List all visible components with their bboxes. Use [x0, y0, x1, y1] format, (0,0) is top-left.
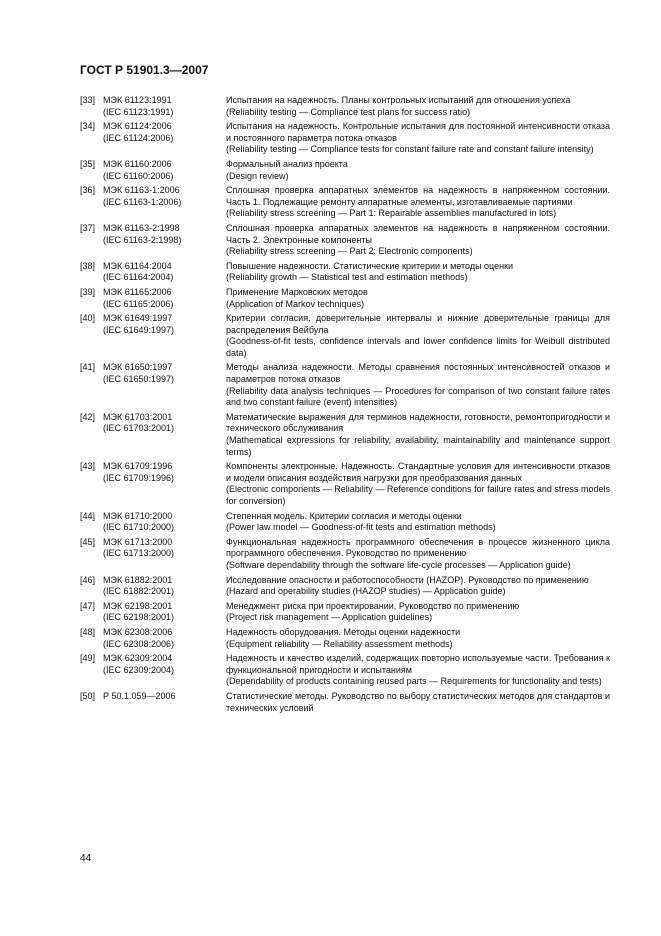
title-english: (Application of Markov techniques) — [226, 298, 365, 309]
standard-designation: МЭК 61164:2004 — [103, 260, 172, 271]
standard-designation: МЭК 61713:2000 — [103, 536, 173, 547]
title-english: (Electronic components — Reliability — Reference conditions for failure rates and stress models for conversion) — [226, 484, 610, 506]
reference-title — [226, 601, 610, 624]
page-number: 44 — [80, 853, 92, 864]
standard-designation: МЭК 62198:2001 — [103, 600, 173, 611]
title-russian: Критерии согласия, доверительные интервалы и нижние доверительные границы для распределения Вейбула — [226, 313, 610, 335]
reference-title — [226, 261, 610, 284]
reference-title — [226, 185, 610, 220]
standard-designation: МЭК 61710:2000 — [103, 510, 173, 521]
reference-title — [226, 511, 610, 534]
title-english: (Equipment reliability — Reliability assessment methods) — [226, 638, 453, 649]
reference-document-id — [103, 95, 223, 118]
reference-title — [226, 653, 610, 688]
title-english: (Reliability stress screening — Part 2: Electronic components) — [226, 246, 473, 257]
title-english: (Reliability data analysis techniques — Procedures for comparison of two constant failure rates and two constant failure (event) intensities) — [226, 385, 610, 408]
reference-number: [49] — [80, 653, 96, 664]
standard-designation: МЭК 62309:2004 — [103, 653, 173, 664]
reference-title — [226, 95, 610, 118]
iec-designation: (IEC 62198:2001) — [103, 612, 175, 623]
reference-number: [39] — [80, 286, 96, 297]
reference-document-id — [103, 185, 223, 208]
standard-designation: МЭК 61163-1:2006 — [103, 185, 180, 196]
title-russian: Надежность и качество изделий, содержащих повторно используемые части. Требования к функциональной пригодности и испытаниям — [226, 653, 610, 675]
standard-designation: МЭК 61165:2006 — [103, 286, 172, 297]
standard-designation: МЭК 61703:2001 — [103, 411, 173, 422]
reference-entry — [80, 412, 610, 458]
reference-number: [45] — [80, 536, 96, 547]
reference-title — [226, 461, 610, 507]
reference-number: [38] — [80, 260, 96, 271]
reference-entry — [80, 691, 610, 714]
reference-document-id — [103, 159, 223, 182]
reference-entry — [80, 121, 610, 156]
title-russian: Применение Марковских методов — [226, 286, 368, 297]
title-russian: Повышение надежности. Статистические критерии и методы оценки — [226, 260, 514, 271]
reference-document-id — [103, 653, 223, 676]
standard-designation: МЭК 61882:2001 — [103, 574, 173, 585]
reference-entry — [80, 95, 610, 118]
iec-designation: (IEC 61710:2000) — [103, 522, 175, 533]
title-russian: Степенная модель. Критерии согласия и методы оценки — [226, 510, 462, 521]
reference-entry — [80, 185, 610, 220]
reference-number: [48] — [80, 626, 96, 637]
reference-number: [47] — [80, 600, 96, 611]
reference-number: [43] — [80, 461, 96, 472]
reference-document-id — [103, 691, 223, 703]
document-header: ГОСТ Р 51901.3—2007 — [80, 63, 209, 77]
reference-title — [226, 691, 610, 714]
title-russian: Испытания на надежность. Планы контрольных испытаний для отношения успеха — [226, 95, 571, 105]
iec-designation: (IEC 61160:2006) — [103, 170, 174, 181]
reference-title — [226, 287, 610, 310]
iec-designation: (IEC 61124:2006) — [103, 132, 174, 143]
reference-entry — [80, 287, 610, 310]
title-russian: Надежность оборудования. Методы оценки надежности — [226, 626, 461, 637]
reference-title — [226, 313, 610, 359]
reference-number: [35] — [80, 158, 96, 169]
title-russian: Математические выражения для терминов надежности, готовности, ремонтопригодности и технического обслуживания — [226, 411, 610, 434]
reference-document-id — [103, 223, 223, 246]
reference-entry — [80, 159, 610, 182]
reference-number: [44] — [80, 510, 96, 521]
reference-title — [226, 627, 610, 650]
iec-designation: (IEC 61163-1:2006) — [103, 196, 182, 207]
reference-number: [37] — [80, 222, 96, 233]
title-english: (Hazard and operability studies (HAZOP studies) — Application guide) — [226, 586, 506, 597]
reference-title — [226, 537, 610, 572]
title-russian: Статистические методы. Руководство по выбору статистических методов для стандартов и технических условий — [226, 690, 610, 713]
reference-title — [226, 159, 610, 182]
title-russian: Менеджмент риска при проектировании. Руководство по применению — [226, 600, 520, 611]
title-russian: Сплошная проверка аппаратных элементов на надежность в напряженном состоянии. Часть 2. Электронные компоненты — [226, 222, 610, 245]
title-english: (Design review) — [226, 170, 289, 181]
title-english: (Reliability testing — Compliance test plans for success ratio) — [226, 106, 471, 117]
standard-designation: Р 50.1.059—2006 — [103, 690, 176, 701]
iec-designation: (IEC 61123:1991) — [103, 106, 174, 117]
iec-designation: (IEC 61713:2000) — [103, 548, 175, 559]
reference-entry — [80, 223, 610, 258]
reference-number: [34] — [80, 121, 96, 132]
iec-designation: (IEC 61650:1997) — [103, 374, 175, 385]
standard-designation: МЭК 61123:1991 — [103, 95, 172, 105]
reference-document-id — [103, 627, 223, 650]
title-english: (Power law model — Goodness-of-fit tests and estimation methods) — [226, 522, 496, 533]
standard-designation: МЭК 61160:2006 — [103, 158, 172, 169]
standard-designation: МЭК 61709:1996 — [103, 461, 173, 472]
standard-designation: МЭК 61163-2:1998 — [103, 222, 180, 233]
title-english: (Software dependability through the software life-cycle processes — Application guide) — [226, 559, 571, 570]
reference-entry — [80, 575, 610, 598]
reference-document-id — [103, 287, 223, 310]
title-english: (Reliability growth — Statistical test and estimation methods) — [226, 272, 468, 283]
reference-number: [40] — [80, 313, 96, 324]
standard-designation: МЭК 61650:1997 — [103, 362, 173, 373]
title-english: (Project risk management — Application guidelines) — [226, 612, 433, 623]
reference-entry — [80, 261, 610, 284]
reference-document-id — [103, 362, 223, 385]
reference-number: [50] — [80, 690, 96, 701]
iec-designation: (IEC 61649:1997) — [103, 324, 175, 335]
reference-entry — [80, 601, 610, 624]
title-russian: Функциональная надежность программного обеспечения в процессе жизненного цикла программного обеспечения. Руководство по применению — [226, 536, 610, 559]
reference-number: [46] — [80, 574, 96, 585]
title-english: (Goodness-of-fit tests, confidence intervals and lower confidence limits for Weibull distributed data) — [226, 336, 610, 358]
iec-designation: (IEC 62308:2006) — [103, 638, 175, 649]
title-english: (Reliability stress screening — Part 1: Repairable assemblies manufactured in lots) — [226, 208, 557, 219]
iec-designation: (IEC 61165:2006) — [103, 298, 174, 309]
title-russian: Исследование опасности и работоспособности (HAZOP). Руководство по применению — [226, 574, 589, 585]
reference-title — [226, 121, 610, 156]
reference-entry — [80, 461, 610, 507]
iec-designation: (IEC 61164:2004) — [103, 272, 174, 283]
reference-entry — [80, 653, 610, 688]
iec-designation: (IEC 61703:2001) — [103, 423, 175, 434]
reference-number: [33] — [80, 95, 96, 105]
iec-designation: (IEC 61163-2:1998) — [103, 234, 182, 245]
title-russian: Сплошная проверка аппаратных элементов на надежность в напряженном состоянии. Часть 1. Подлежащие ремонту аппаратные элементы, изготавливаемые партиями — [226, 185, 610, 207]
reference-document-id — [103, 511, 223, 534]
reference-number: [42] — [80, 411, 96, 422]
reference-document-id — [103, 261, 223, 284]
reference-entry — [80, 362, 610, 408]
standard-designation: МЭК 62308:2006 — [103, 626, 173, 637]
reference-entry — [80, 627, 610, 650]
reference-document-id — [103, 412, 223, 435]
reference-document-id — [103, 575, 223, 598]
reference-title — [226, 575, 610, 598]
title-english: (Dependability of products containing reused parts — Requirements for functionality and tests) — [226, 676, 602, 687]
reference-document-id — [103, 121, 223, 144]
title-english: (Reliability testing — Compliance tests for constant failure rate and constant failure intensity) — [226, 144, 594, 155]
reference-entry — [80, 511, 610, 534]
iec-designation: (IEC 61882:2001) — [103, 586, 175, 597]
reference-entry — [80, 537, 610, 572]
reference-document-id — [103, 461, 223, 484]
reference-entry — [80, 313, 610, 359]
reference-number: [41] — [80, 362, 96, 373]
title-russian: Формальный анализ проекта — [226, 158, 348, 169]
title-russian: Компоненты электронные. Надежность. Стандартные условия для интенсивности отказов и модели описания воздействия нагрузки для преобразования данных — [226, 461, 610, 483]
reference-title — [226, 412, 610, 458]
reference-document-id — [103, 313, 223, 336]
reference-number: [36] — [80, 185, 96, 196]
iec-designation: (IEC 61709:1996) — [103, 472, 175, 483]
standard-designation: МЭК 61649:1997 — [103, 313, 173, 324]
reference-title — [226, 362, 610, 408]
standard-designation: МЭК 61124:2006 — [103, 121, 172, 132]
reference-document-id — [103, 601, 223, 624]
title-english: (Mathematical expressions for reliability, availability, maintainability and maintenance support terms) — [226, 435, 610, 457]
title-russian: Испытания на надежность. Контрольные испытания для постоянной интенсивности отказа и постоянного параметра потока отказов — [226, 121, 610, 143]
bibliography-list — [80, 95, 610, 717]
iec-designation: (IEC 62309:2004) — [103, 664, 175, 675]
reference-title — [226, 223, 610, 258]
title-russian: Методы анализа надежности. Методы сравнения постоянных интенсивностей отказов и параметров потока отказов — [226, 362, 610, 385]
reference-document-id — [103, 537, 223, 560]
